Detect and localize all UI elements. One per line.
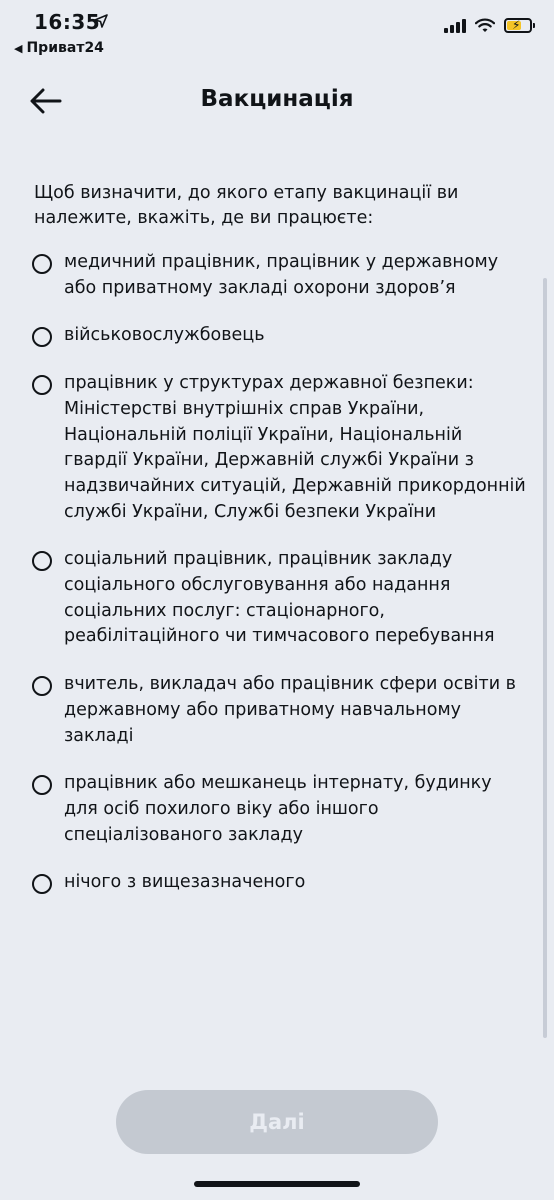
option-education-worker[interactable]	[32, 672, 526, 749]
cellular-signal-icon	[444, 19, 466, 33]
radio-button[interactable]	[32, 551, 52, 571]
location-arrow-icon	[94, 14, 108, 28]
back-app-label: Приват24	[26, 40, 104, 56]
option-label: нічого з вищезазначеного	[64, 872, 306, 893]
next-button[interactable]: Далі	[116, 1090, 438, 1154]
home-indicator[interactable]	[194, 1181, 360, 1187]
radio-button[interactable]	[32, 676, 52, 696]
header	[0, 76, 554, 128]
option-social-worker[interactable]	[32, 547, 526, 650]
wifi-icon	[475, 18, 495, 33]
back-triangle-icon: ◀	[14, 41, 23, 55]
radio-button[interactable]	[32, 775, 52, 795]
scrollbar[interactable]	[543, 278, 547, 1038]
back-to-app-link[interactable]	[14, 40, 104, 56]
option-label: соціальний працівник, працівник закладу соціального обслуговування або надання соціальних послуг: стаціонарного, реабілітаційного чи тимчасового перебування	[64, 549, 495, 647]
option-care-home[interactable]	[32, 771, 526, 848]
status-time: 16:35	[34, 10, 101, 34]
option-medical-worker[interactable]	[32, 250, 526, 301]
radio-button[interactable]	[32, 254, 52, 274]
option-label: працівник у структурах державної безпеки: Міністерстві внутрішніх справ України, Національній поліції України, Національній гвардії України, Державній службі України з надзвичайних ситуацій, Державній прикордонній службі України, Службі безпеки України	[64, 373, 526, 522]
radio-button[interactable]	[32, 375, 52, 395]
option-label: вчитель, викладач або працівник сфери освіти в державному або приватному навчальному закладі	[64, 674, 516, 746]
option-label: медичний працівник, працівник у державному або приватному закладі охорони здоров’я	[64, 252, 499, 298]
battery-charging-icon: ⚡	[504, 18, 532, 33]
radio-button[interactable]	[32, 327, 52, 347]
option-none[interactable]	[32, 870, 526, 896]
status-bar	[0, 0, 554, 66]
page-title: Вакцинація	[200, 86, 354, 112]
option-state-security[interactable]	[32, 371, 526, 525]
option-military[interactable]	[32, 323, 526, 349]
status-indicators	[444, 18, 532, 33]
occupation-options	[32, 250, 526, 918]
option-label: працівник або мешканець інтернату, будинку для осіб похилого віку або іншого спеціалізованого закладу	[64, 773, 492, 845]
radio-button[interactable]	[32, 874, 52, 894]
intro-text: Щоб визначити, до якого етапу вакцинації ви належите, вкажіть, де ви працюєте:	[34, 183, 459, 228]
option-label: військовослужбовець	[64, 325, 265, 346]
